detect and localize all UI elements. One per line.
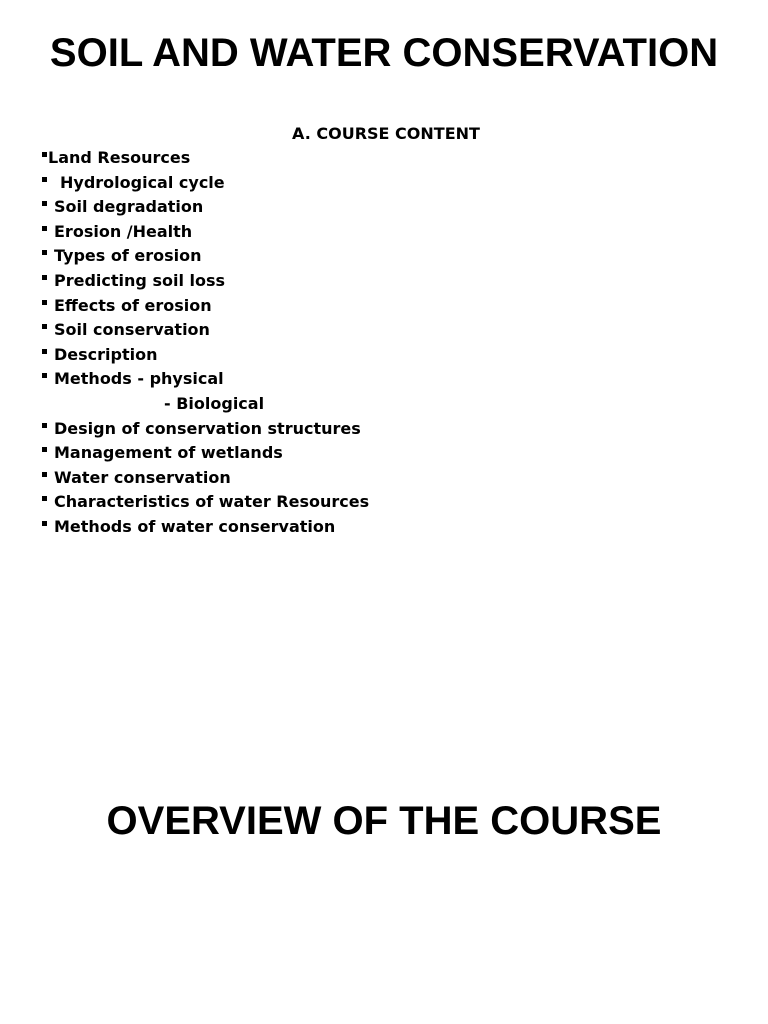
bullet-icon [42, 373, 47, 378]
list-item-text: Predicting soil loss [54, 270, 226, 290]
list-item [40, 146, 191, 171]
bullet-icon [42, 250, 47, 255]
list-item-text: Types of erosion [54, 246, 202, 266]
bullet-icon [42, 226, 47, 231]
list-item [40, 367, 224, 392]
list-item [40, 515, 336, 540]
bullet-icon [42, 152, 47, 157]
list-item-text: Water conservation [54, 467, 231, 487]
list-item [40, 490, 370, 515]
list-item [40, 294, 212, 319]
list-item-text: Soil conservation [54, 320, 210, 340]
list-item-text: Soil degradation [54, 197, 204, 217]
bullet-icon [42, 349, 47, 354]
list-item-text: Methods - physical [54, 369, 224, 389]
bullet-icon [42, 496, 47, 501]
bullet-icon [42, 324, 47, 329]
list-item-text: Management of wetlands [54, 443, 283, 463]
list-item-text: Effects of erosion [54, 295, 212, 315]
list-item-text: Design of conservation structures [54, 418, 361, 438]
bullet-icon [42, 300, 47, 305]
list-item-text: Characteristics of water Resources [54, 492, 370, 512]
bullet-icon [42, 201, 47, 206]
list-item-text: Land Resources [48, 148, 191, 167]
overview-heading: OVERVIEW OF THE COURSE [106, 799, 662, 843]
list-item-text: Erosion /Health [54, 221, 193, 241]
list-item [40, 269, 226, 294]
list-item [40, 220, 193, 245]
list-item [40, 441, 283, 466]
list-item-text: Description [54, 344, 158, 364]
list-item [40, 466, 231, 491]
list-item [40, 417, 361, 442]
bullet-icon [42, 521, 47, 526]
bullet-icon [42, 275, 47, 280]
bullet-icon [42, 423, 47, 428]
list-item [40, 195, 204, 220]
list-item-text: - Biological [164, 393, 265, 413]
document-title: SOIL AND WATER CONSERVATION [49, 31, 719, 75]
bullet-icon [42, 177, 47, 182]
list-item [40, 171, 225, 196]
list-item [40, 318, 210, 343]
bullet-icon [42, 472, 47, 477]
section-heading: A. COURSE CONTENT [292, 124, 480, 143]
list-item-text: Hydrological cycle [60, 172, 225, 192]
course-content-list [40, 146, 370, 540]
list-item [40, 343, 158, 368]
list-item-continuation [40, 392, 265, 417]
list-item-text: Methods of water conservation [54, 516, 336, 536]
bullet-icon [42, 447, 47, 452]
list-item [40, 244, 202, 269]
